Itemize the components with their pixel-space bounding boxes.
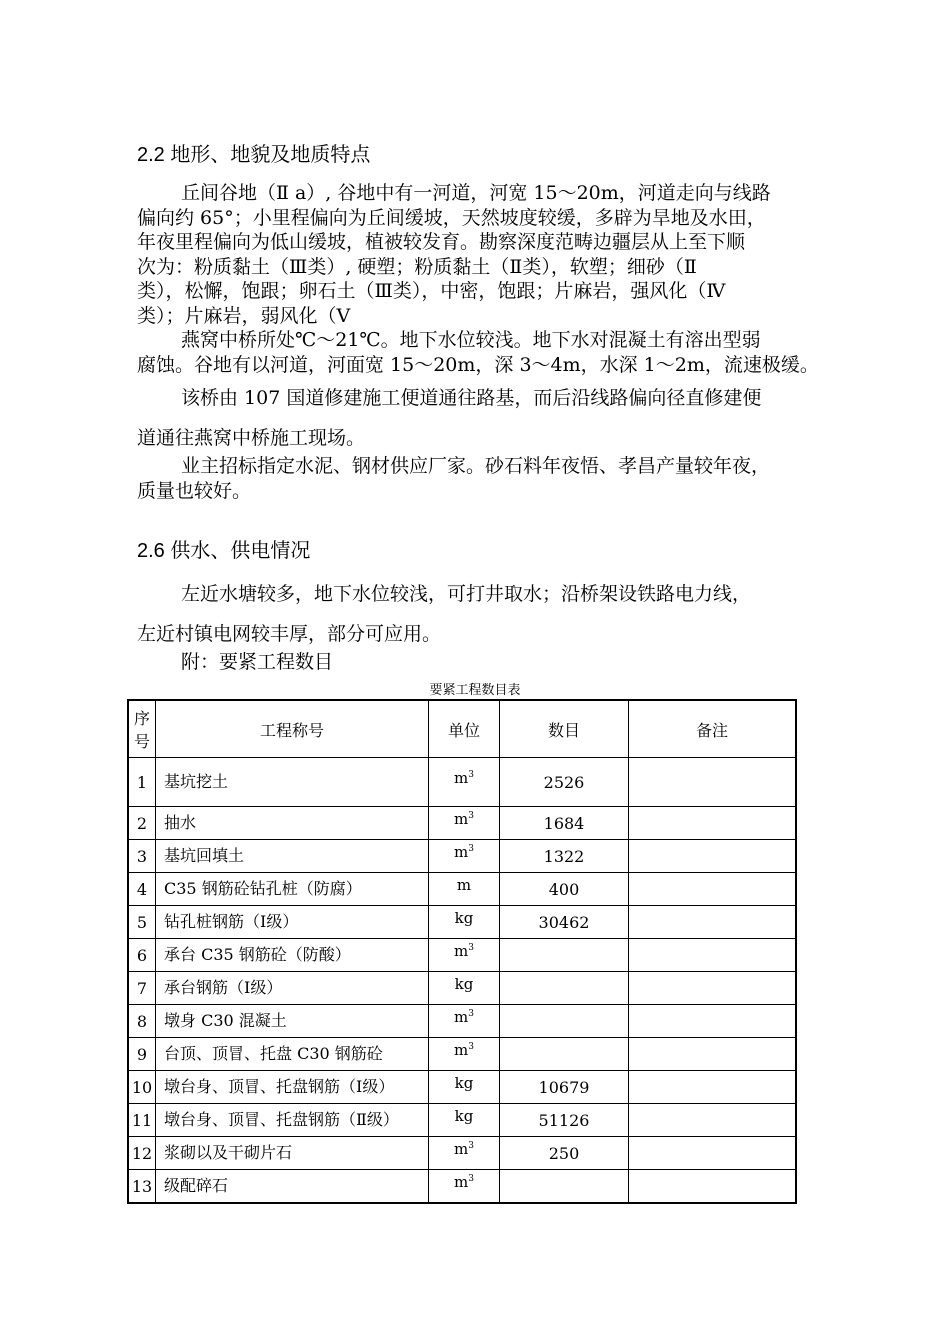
appendix-text: 附：要紧工程数目 [181, 651, 334, 673]
text-line: 腐蚀。谷地有以河道，河面宽 15～20m，深 3～4m，水深 1～2m，流速极缓。 [137, 353, 819, 376]
terrain-paragraph-3 [137, 378, 877, 458]
text-line: 左近水塘较多，地下水位较浅，可打井取水；沿桥架设铁路电力线， [181, 583, 752, 605]
cell-name [156, 807, 429, 840]
table-row [128, 939, 796, 972]
cell-note [629, 1137, 797, 1170]
text-line: 偏向约 65°；小里程偏向为丘间缓坡，天然坡度较缓，多辟为旱地及水田， [137, 206, 766, 229]
cell-unit [429, 758, 500, 807]
terrain-paragraph-4 [137, 454, 877, 503]
cell-no: 11 [128, 1104, 156, 1137]
unit-exponent: 3 [468, 1140, 474, 1151]
cell-no: 7 [128, 972, 156, 1005]
header-no-line2: 号 [133, 732, 150, 751]
cell-unit [429, 1005, 500, 1038]
cell-unit [429, 873, 500, 906]
cell-unit [429, 1104, 500, 1137]
unit-text: m [454, 768, 469, 787]
cell-name-text: 台顶、顶冒、托盘 C30 钢筋砼 [164, 1044, 383, 1063]
unit-text: m [454, 1040, 469, 1059]
cell-name [156, 840, 429, 873]
text-line: 质量也较好。 [137, 479, 252, 502]
cell-unit [429, 1170, 500, 1204]
cell-no: 8 [128, 1005, 156, 1038]
unit-text: m [456, 875, 472, 894]
cell-name [156, 1104, 429, 1137]
text-line: 次为：粉质黏土（Ⅲ类）, 硬塑；粉质黏土（Ⅱ类），软塑；细砂（Ⅱ [137, 255, 697, 278]
cell-name-text: 墩台身、顶冒、托盘钢筋（Ⅱ级） [164, 1110, 399, 1129]
cell-note [629, 1104, 797, 1137]
cell-name-text: 浆砌以及干砌片石 [164, 1143, 293, 1162]
cell-name [156, 906, 429, 939]
cell-unit [429, 1038, 500, 1071]
cell-name [156, 1038, 429, 1071]
cell-qty: 30462 [500, 906, 629, 939]
unit-wrapper [455, 909, 474, 927]
cell-unit [429, 1071, 500, 1104]
cell-no: 12 [128, 1137, 156, 1170]
text-line: 业主招标指定水泥、钢材供应厂家。砂石料年夜悟、孝昌产量较年夜， [181, 455, 771, 477]
cell-name-text: 承台 C35 钢筋砼（防酸） [164, 945, 351, 964]
cell-name-text: 钻孔桩钢筋（Ⅰ级） [164, 912, 299, 931]
unit-text: m [454, 1172, 469, 1191]
table-row [128, 1170, 796, 1204]
header-unit: 单位 [429, 700, 500, 758]
cell-qty [500, 939, 629, 972]
cell-name-text: 墩台身、顶冒、托盘钢筋（Ⅰ级） [164, 1077, 395, 1096]
table-row [128, 840, 796, 873]
header-qty: 数目 [500, 700, 629, 758]
unit-exponent: 3 [468, 1008, 474, 1019]
cell-name-text: 抽水 [164, 813, 197, 832]
cell-unit [429, 807, 500, 840]
table-row [128, 1104, 796, 1137]
unit-text: kg [454, 974, 474, 993]
cell-name [156, 1005, 429, 1038]
unit-exponent: 3 [468, 1173, 474, 1184]
text-line: 类），松懈，饱跟；卵石土（Ⅲ类），中密，饱跟；片麻岩，强风化（Ⅳ [137, 280, 726, 302]
unit-wrapper [455, 975, 474, 993]
text-line: 燕窝中桥所处℃～21℃。地下水位较浅。地下水对混凝土有溶出型弱 [181, 329, 761, 351]
text-line: 左近村镇电网较丰厚，部分可应用。 [137, 623, 442, 645]
appendix-note [137, 650, 877, 675]
unit-text: m [454, 809, 469, 828]
cell-note [629, 906, 797, 939]
cell-qty [500, 1005, 629, 1038]
cell-unit [429, 972, 500, 1005]
unit-wrapper [454, 942, 474, 960]
cell-note [629, 1005, 797, 1038]
unit-wrapper [454, 1008, 474, 1026]
header-no-line1: 序 [133, 709, 150, 728]
unit-wrapper [457, 876, 471, 894]
cell-qty: 1322 [500, 840, 629, 873]
cell-no: 1 [128, 758, 156, 807]
cell-name [156, 1071, 429, 1104]
cell-qty: 2526 [500, 758, 629, 807]
cell-name-text: C35 钢筋砼钻孔桩（防腐） [164, 879, 362, 898]
cell-note [629, 1170, 797, 1204]
unit-wrapper [454, 769, 474, 787]
table-header-row [128, 700, 796, 758]
cell-unit [429, 939, 500, 972]
cell-no: 10 [128, 1071, 156, 1104]
text-line: 丘间谷地（Ⅱ a）, 谷地中有一河道，河宽 15～20m，河道走向与线路 [181, 182, 771, 204]
table-row [128, 972, 796, 1005]
cell-name-text: 承台钢筋（Ⅰ级） [164, 978, 283, 997]
unit-text: kg [454, 1073, 474, 1092]
unit-wrapper [455, 1074, 474, 1092]
unit-exponent: 3 [468, 942, 474, 953]
quantities-table [127, 699, 797, 1204]
table-caption: 要紧工程数目表 [429, 683, 521, 698]
cell-name [156, 939, 429, 972]
cell-no: 5 [128, 906, 156, 939]
header-note: 备注 [629, 700, 797, 758]
cell-note [629, 1071, 797, 1104]
cell-unit [429, 1137, 500, 1170]
header-name: 工程称号 [156, 700, 429, 758]
unit-text: kg [454, 1106, 474, 1125]
cell-no: 13 [128, 1170, 156, 1204]
cell-name-text: 基坑回填土 [164, 846, 245, 865]
cell-no: 3 [128, 840, 156, 873]
cell-qty [500, 1170, 629, 1204]
cell-no: 4 [128, 873, 156, 906]
cell-name [156, 758, 429, 807]
text-line: 该桥由 107 国道修建施工便道通往路基，而后沿线路偏向径直修建便 [181, 387, 762, 409]
supply-paragraph [137, 574, 877, 654]
table-row [128, 1038, 796, 1071]
section-heading-supply: 2.6 供水、供电情况 [137, 540, 311, 562]
terrain-paragraph-1 [137, 181, 877, 328]
table-row [128, 873, 796, 906]
terrain-paragraph-2 [137, 328, 877, 377]
unit-exponent: 3 [468, 769, 474, 780]
cell-note [629, 939, 797, 972]
unit-wrapper [454, 1140, 474, 1158]
cell-qty [500, 1038, 629, 1071]
unit-wrapper [454, 1173, 474, 1191]
text-line: 类）；片麻岩，弱风化（Ⅴ [137, 304, 351, 327]
unit-exponent: 3 [468, 810, 474, 821]
unit-exponent: 3 [468, 843, 474, 854]
header-no [128, 700, 156, 758]
cell-note [629, 972, 797, 1005]
cell-name [156, 1170, 429, 1204]
table-row [128, 758, 796, 807]
unit-wrapper [455, 1107, 474, 1125]
table-row [128, 1137, 796, 1170]
unit-wrapper [454, 843, 474, 861]
cell-name [156, 1137, 429, 1170]
cell-note [629, 1038, 797, 1071]
unit-text: m [454, 941, 469, 960]
cell-no: 2 [128, 807, 156, 840]
cell-qty: 250 [500, 1137, 629, 1170]
unit-wrapper [454, 1041, 474, 1059]
cell-qty: 10679 [500, 1071, 629, 1104]
cell-qty: 1684 [500, 807, 629, 840]
cell-note [629, 807, 797, 840]
unit-exponent: 3 [468, 1041, 474, 1052]
section-heading-terrain: 2.2 地形、地貌及地质特点 [137, 144, 371, 166]
unit-text: m [454, 842, 469, 861]
text-line: 年夜里程偏向为低山缓坡，植被较发育。勘察深度范畴边疆层从上至下顺 [137, 231, 746, 253]
cell-qty [500, 972, 629, 1005]
cell-note [629, 873, 797, 906]
cell-name-text: 基坑挖土 [164, 772, 229, 791]
unit-text: kg [454, 908, 474, 927]
cell-no: 9 [128, 1038, 156, 1071]
cell-unit [429, 906, 500, 939]
cell-no: 6 [128, 939, 156, 972]
table-row [128, 1071, 796, 1104]
cell-name [156, 873, 429, 906]
table-row [128, 1005, 796, 1038]
unit-wrapper [454, 810, 474, 828]
cell-name-text: 级配碎石 [164, 1176, 229, 1195]
table-row [128, 807, 796, 840]
cell-name-text: 墩身 C30 混凝土 [164, 1011, 287, 1030]
cell-qty: 400 [500, 873, 629, 906]
text-line: 道通往燕窝中桥施工现场。 [137, 427, 366, 449]
cell-unit [429, 840, 500, 873]
unit-text: m [454, 1139, 469, 1158]
cell-qty: 51126 [500, 1104, 629, 1137]
unit-text: m [454, 1007, 469, 1026]
cell-name [156, 972, 429, 1005]
cell-note [629, 840, 797, 873]
table-row [128, 906, 796, 939]
cell-note [629, 758, 797, 807]
